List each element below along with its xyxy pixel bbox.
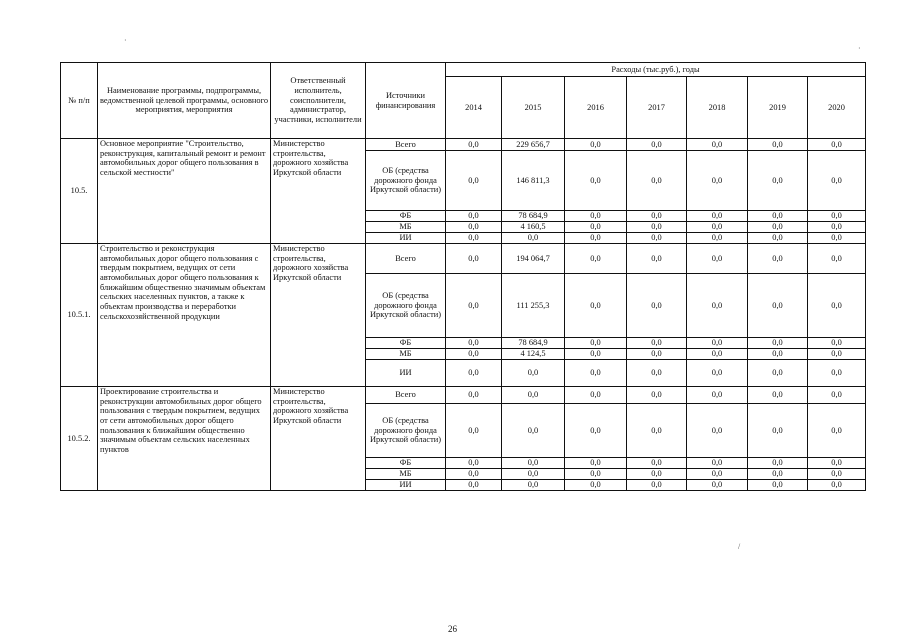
value-cell: 0,0 <box>502 360 565 387</box>
table-row <box>61 139 866 151</box>
value-cell: 0,0 <box>748 469 808 480</box>
year-cell: 2014 <box>446 77 502 139</box>
value-cell: 0,0 <box>687 222 748 233</box>
value-cell: 0,0 <box>446 469 502 480</box>
value-cell: 0,0 <box>627 139 687 151</box>
table-row <box>61 244 866 274</box>
value-cell: 0,0 <box>687 458 748 469</box>
value-cell: 0,0 <box>808 480 866 491</box>
value-cell: 0,0 <box>565 233 627 244</box>
funding-source: ОБ (средства дорожного фонда Иркутской области) <box>366 274 446 338</box>
value-cell: 0,0 <box>687 404 748 458</box>
value-cell: 0,0 <box>446 360 502 387</box>
value-cell: 0,0 <box>687 360 748 387</box>
value-cell: 0,0 <box>808 469 866 480</box>
funding-source: ИИ <box>366 360 446 387</box>
funding-source: ФБ <box>366 338 446 349</box>
value-cell: 0,0 <box>687 211 748 222</box>
value-cell: 0,0 <box>748 404 808 458</box>
header-expenses: Расходы (тыс.руб.), годы <box>446 63 866 77</box>
value-cell: 146 811,3 <box>502 151 565 211</box>
value-cell: 0,0 <box>687 469 748 480</box>
value-cell: 0,0 <box>748 222 808 233</box>
year-cell: 2017 <box>627 77 687 139</box>
value-cell: 0,0 <box>627 387 687 404</box>
value-cell: 0,0 <box>808 151 866 211</box>
value-cell: 0,0 <box>808 360 866 387</box>
value-cell: 0,0 <box>565 274 627 338</box>
value-cell: 78 684,9 <box>502 211 565 222</box>
value-cell: 0,0 <box>627 233 687 244</box>
scan-speck: · <box>124 36 127 45</box>
value-cell: 0,0 <box>748 139 808 151</box>
year-cell: 2016 <box>565 77 627 139</box>
value-cell: 0,0 <box>627 458 687 469</box>
value-cell: 0,0 <box>502 480 565 491</box>
value-cell: 0,0 <box>627 211 687 222</box>
header-num: № п/п <box>61 63 98 139</box>
funding-source: Всего <box>366 139 446 151</box>
value-cell: 229 656,7 <box>502 139 565 151</box>
value-cell: 0,0 <box>687 387 748 404</box>
expenses-table <box>60 62 866 491</box>
value-cell: 0,0 <box>808 387 866 404</box>
value-cell: 0,0 <box>748 211 808 222</box>
value-cell: 0,0 <box>446 211 502 222</box>
value-cell: 0,0 <box>446 458 502 469</box>
header-name: Наименование программы, подпрограммы, ведомственной целевой программы, основного мероприятия, мероприятия <box>98 63 271 139</box>
value-cell: 0,0 <box>808 349 866 360</box>
item-responsible: Министерство строительства, дорожного хозяйства Иркутской области <box>271 387 366 491</box>
funding-source: ОБ (средства дорожного фонда Иркутской области) <box>366 404 446 458</box>
value-cell: 0,0 <box>446 151 502 211</box>
funding-source: ФБ <box>366 458 446 469</box>
value-cell: 0,0 <box>446 387 502 404</box>
value-cell: 0,0 <box>446 404 502 458</box>
value-cell: 0,0 <box>627 222 687 233</box>
value-cell: 0,0 <box>565 387 627 404</box>
page-number: 26 <box>448 624 457 634</box>
value-cell: 0,0 <box>446 244 502 274</box>
value-cell: 0,0 <box>446 139 502 151</box>
table-row <box>61 387 866 404</box>
value-cell: 0,0 <box>687 480 748 491</box>
funding-source: ИИ <box>366 233 446 244</box>
value-cell: 0,0 <box>446 274 502 338</box>
item-name: Строительство и реконструкция автомобильных дорог общего пользования с твердым покрытием, ведущих от сети автомобильных дорог общего пользования к ближайшим общественно значимым объектам сельских населенных пунктов, а также к объектам производства и переработки сельскохозяйственной продукции <box>98 244 271 387</box>
value-cell: 0,0 <box>808 139 866 151</box>
item-responsible: Министерство строительства, дорожного хозяйства Иркутской области <box>271 244 366 387</box>
value-cell: 0,0 <box>502 404 565 458</box>
item-number: 10.5.2. <box>61 387 98 491</box>
value-cell: 0,0 <box>565 151 627 211</box>
scan-speck: · <box>858 44 861 53</box>
value-cell: 0,0 <box>565 469 627 480</box>
value-cell: 0,0 <box>687 338 748 349</box>
funding-source: Всего <box>366 244 446 274</box>
year-cell: 2019 <box>748 77 808 139</box>
value-cell: 0,0 <box>687 274 748 338</box>
value-cell: 0,0 <box>627 244 687 274</box>
value-cell: 0,0 <box>808 274 866 338</box>
value-cell: 111 255,3 <box>502 274 565 338</box>
value-cell: 0,0 <box>808 233 866 244</box>
value-cell: 0,0 <box>565 458 627 469</box>
value-cell: 0,0 <box>502 469 565 480</box>
value-cell: 0,0 <box>808 211 866 222</box>
value-cell: 0,0 <box>627 480 687 491</box>
value-cell: 0,0 <box>687 244 748 274</box>
funding-source: МБ <box>366 349 446 360</box>
year-cell: 2020 <box>808 77 866 139</box>
header-row <box>61 63 866 77</box>
value-cell: 0,0 <box>502 233 565 244</box>
funding-source: ИИ <box>366 480 446 491</box>
value-cell: 0,0 <box>627 404 687 458</box>
value-cell: 0,0 <box>748 349 808 360</box>
value-cell: 0,0 <box>687 233 748 244</box>
value-cell: 0,0 <box>687 139 748 151</box>
funding-source: Всего <box>366 387 446 404</box>
value-cell: 0,0 <box>748 458 808 469</box>
value-cell: 0,0 <box>748 338 808 349</box>
value-cell: 0,0 <box>565 211 627 222</box>
value-cell: 0,0 <box>748 480 808 491</box>
value-cell: 0,0 <box>808 338 866 349</box>
funding-source: МБ <box>366 469 446 480</box>
year-cell: 2018 <box>687 77 748 139</box>
value-cell: 0,0 <box>748 274 808 338</box>
value-cell: 4 160,5 <box>502 222 565 233</box>
value-cell: 0,0 <box>446 480 502 491</box>
item-responsible: Министерство строительства, дорожного хозяйства Иркутской области <box>271 139 366 244</box>
value-cell: 0,0 <box>446 222 502 233</box>
value-cell: 0,0 <box>565 360 627 387</box>
value-cell: 0,0 <box>808 244 866 274</box>
value-cell: 0,0 <box>446 349 502 360</box>
value-cell: 0,0 <box>627 349 687 360</box>
header-source: Источники финансирования <box>366 63 446 139</box>
value-cell: 0,0 <box>565 404 627 458</box>
value-cell: 0,0 <box>446 338 502 349</box>
value-cell: 0,0 <box>748 360 808 387</box>
value-cell: 0,0 <box>502 387 565 404</box>
value-cell: 0,0 <box>808 458 866 469</box>
value-cell: 0,0 <box>748 151 808 211</box>
value-cell: 0,0 <box>808 404 866 458</box>
item-number: 10.5. <box>61 139 98 244</box>
value-cell: 194 064,7 <box>502 244 565 274</box>
funding-source: МБ <box>366 222 446 233</box>
funding-source: ОБ (средства дорожного фонда Иркутской области) <box>366 151 446 211</box>
value-cell: 0,0 <box>627 338 687 349</box>
value-cell: 4 124,5 <box>502 349 565 360</box>
value-cell: 0,0 <box>748 387 808 404</box>
value-cell: 0,0 <box>687 349 748 360</box>
value-cell: 0,0 <box>565 338 627 349</box>
funding-source: ФБ <box>366 211 446 222</box>
item-number: 10.5.1. <box>61 244 98 387</box>
year-cell: 2015 <box>502 77 565 139</box>
value-cell: 0,0 <box>687 151 748 211</box>
value-cell: 0,0 <box>565 222 627 233</box>
value-cell: 0,0 <box>627 360 687 387</box>
value-cell: 0,0 <box>627 151 687 211</box>
value-cell: 0,0 <box>808 222 866 233</box>
scan-speck: / <box>738 542 741 551</box>
header-responsible: Ответственный исполнитель, соисполнители, администратор, участники, исполнители <box>271 63 366 139</box>
value-cell: 0,0 <box>565 139 627 151</box>
value-cell: 0,0 <box>565 349 627 360</box>
value-cell: 0,0 <box>446 233 502 244</box>
value-cell: 0,0 <box>627 274 687 338</box>
value-cell: 0,0 <box>748 233 808 244</box>
value-cell: 0,0 <box>502 458 565 469</box>
item-name: Проектирование строительства и реконструкции автомобильных дорог общего пользования с твердым покрытием, ведущих от сети автомобильных дорог общего пользования к ближайшим общественно значимым объектам сельских населенных пунктов <box>98 387 271 491</box>
item-name: Основное мероприятие "Строительство, реконструкция, капитальный ремонт и ремонт автомобильных дорог общего пользования в сельской местности" <box>98 139 271 244</box>
value-cell: 0,0 <box>627 469 687 480</box>
value-cell: 0,0 <box>565 480 627 491</box>
value-cell: 0,0 <box>565 244 627 274</box>
value-cell: 78 684,9 <box>502 338 565 349</box>
value-cell: 0,0 <box>748 244 808 274</box>
